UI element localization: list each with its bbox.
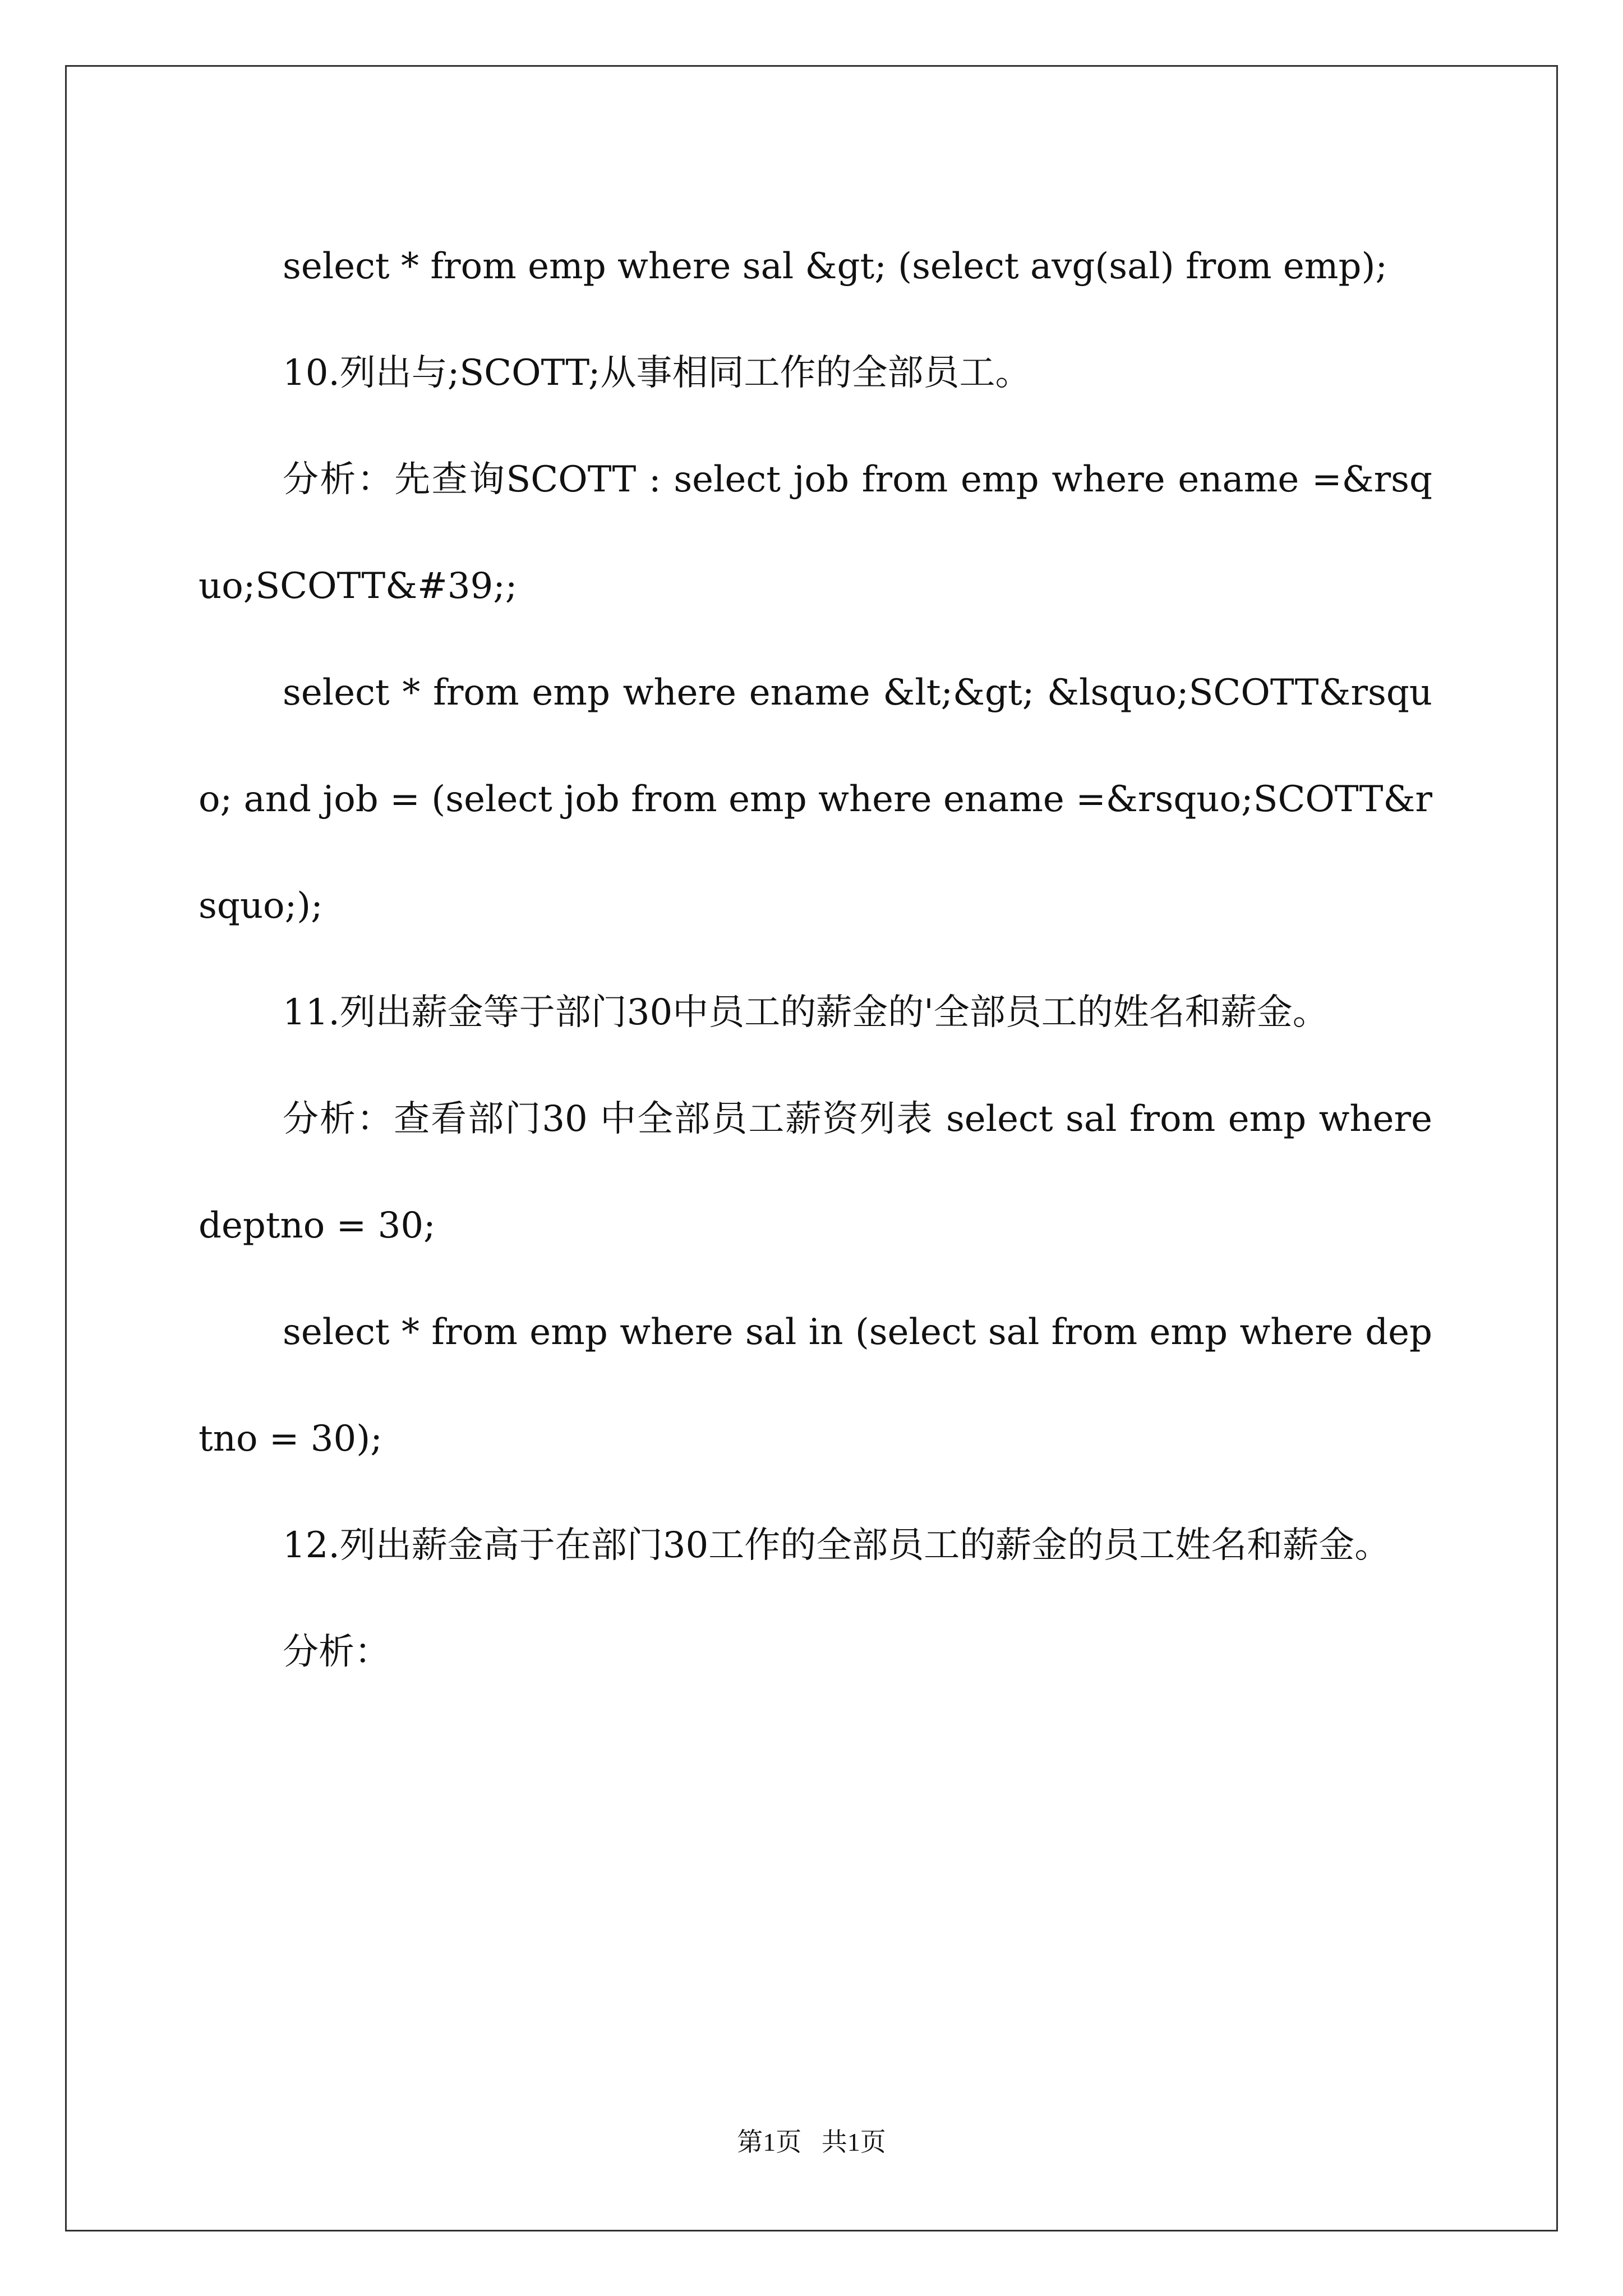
- paragraph-sql-11: select * from emp where sal in (select sal from emp where deptno = 30);: [199, 1312, 1432, 1460]
- paragraph-analysis-10: 分析：先查询SCOTT : select job from emp where ename =&rsquo;SCOTT&#39;;: [199, 459, 1432, 607]
- page-number: 第1页: [737, 2128, 802, 2156]
- paragraph-analysis-12: 分析：: [283, 1631, 390, 1673]
- paragraph-item-10: 10.列出与;SCOTT;从事相同工作的全部员工。: [283, 352, 1031, 394]
- paragraph-sql-10: select * from emp where ename &lt;&gt; &lsquo;SCOTT&rsquo; and job = (select job from emp where ename =&rsquo;SCOTT&rsquo;);: [199, 672, 1432, 927]
- document-body: [199, 213, 1432, 1705]
- paragraph-analysis-11: 分析：查看部门30 中全部员工薪资列表 select sal from emp where deptno = 30;: [199, 1098, 1432, 1246]
- paragraph-item-11: 11.列出薪金等于部门30中员工的薪金的'全部员工的姓名和薪金。: [283, 992, 1329, 1033]
- paragraph-sql-avg: select * from emp where sal &gt; (select avg(sal) from emp);: [283, 246, 1387, 287]
- page-total: 共1页: [821, 2128, 886, 2156]
- paragraph-item-12: 12.列出薪金高于在部门30工作的全部员工的薪金的员工姓名和薪金。: [283, 1525, 1391, 1566]
- page-footer: [0, 2122, 1623, 2159]
